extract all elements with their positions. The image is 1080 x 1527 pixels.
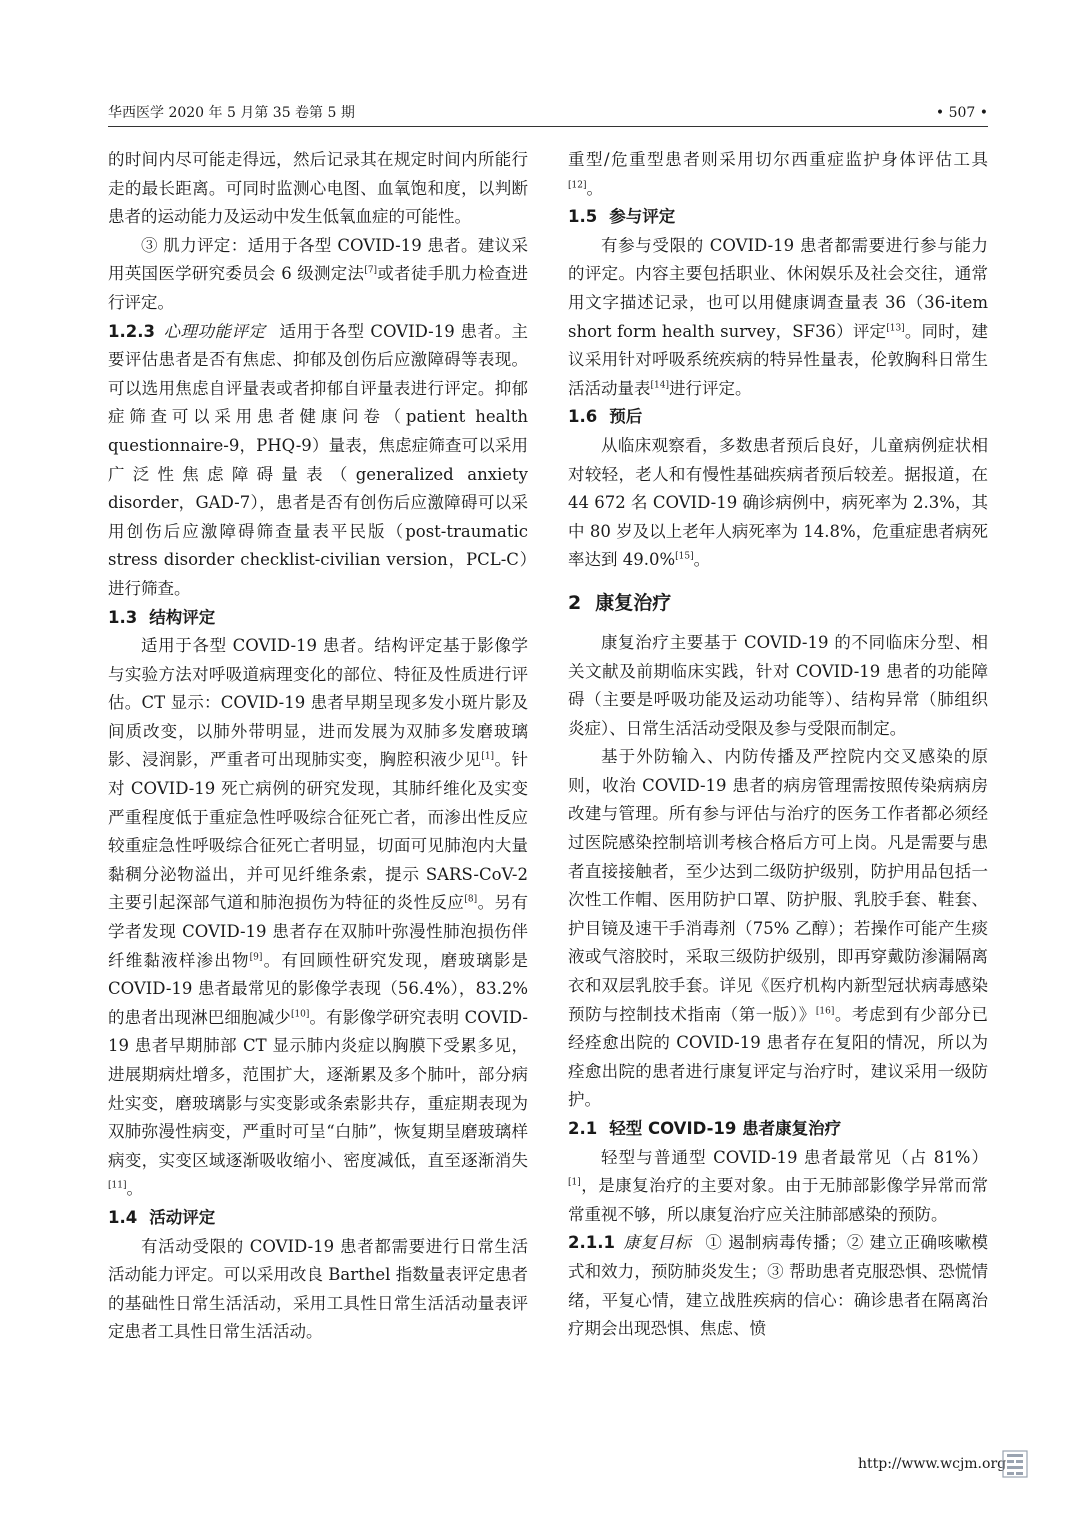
section-title: 心理功能评定 <box>162 321 266 341</box>
citation[interactable]: [12] <box>568 180 587 191</box>
section-2-1-1: 2.1.1 康复目标 ① 遏制病毒传播；② 建立正确咳嗽模式和效力，预防肺炎发生；③ 帮助患者克服恐惧、恐慌情绪，平复心情，建立战胜疾病的信心：确诊患者在隔离治疗期会出现恐惧、焦虑、愤 <box>568 1233 988 1339</box>
section-number: 1.2.3 <box>108 321 155 341</box>
paragraph: 康复治疗主要基于 COVID-19 的不同临床分型、相关文献及前期临床实践，针对 COVID-19 患者的功能障碍（主要是呼吸功能及运动功能等）、结构异常（肺组织炎症）、日常生活活动受限及参与受限而制定。 <box>568 632 988 738</box>
citation[interactable]: [10] <box>290 1009 310 1020</box>
paragraph: ③ 肌力评定：适用于各型 COVID-19 患者。建议采用英国医学研究委员会 6 级测定法[7]或者徒手肌力检查进行评定。 <box>108 235 528 312</box>
paragraph: 适用于各型 COVID-19 患者。结构评定基于影像学与实验方法对呼吸道病理变化的部位、特征及性质进行评估。CT 显示：COVID-19 患者早期呈现多发小斑片影及间质改变，以肺外带明显，进而发展为双肺多发磨玻璃影、浸润影，严重者可出现肺实变，胸腔积液少见[1]。针对 COVID-19 死亡病例的研究发现，其肺纤维化及实变严重程度低于重症急性呼吸综合征死亡者，而渗出性反应较重症急性呼吸综合征死亡者明显，切面可见肺泡内大量黏稠分泌物溢出，并可见纤维条索，提示 SARS-CoV-2 主要引起深部气道和肺泡损伤为特征的炎性反应[8]。另有学者发现 COVID-19 患者存在双肺叶弥漫性肺泡损伤伴纤维黏液样渗出物[9]。有回顾性研究发现，磨玻璃影是 COVID-19 患者最常见的影像学表现（56.4%），83.2% 的患者出现淋巴细胞减少[10]。有影像学研究表明 COVID-19 患者早期肺部 CT 显示肺内炎症以胸膜下受累多见，进展期病灶增多，范围扩大，逐渐累及多个肺叶，部分病灶实变，磨玻璃影与实变影或条索影共存，重症期表现为双肺弥漫性病变，严重时可呈“白肺”，恢复期呈磨玻璃样病变，实变区域逐渐吸收缩小、密度减低，直至逐渐消失[11]。 <box>108 636 529 1199</box>
section-title: 康复目标 <box>622 1233 692 1253</box>
page-number: • 507 • <box>935 105 988 121</box>
section-2-heading: 2 康复治疗 <box>568 591 672 614</box>
paragraph: 有活动受限的 COVID-19 患者都需要进行日常生活活动能力评定。可以采用改良 Barthel 指数量表评定患者的基础性日常生活活动，采用工具性日常生活活动量表评定患者工具性日常生活活动。 <box>108 1236 528 1342</box>
citation[interactable]: [13] <box>886 323 905 334</box>
right-column <box>568 146 988 1344</box>
journal-issue: 华西医学 2020 年 5 月第 35 卷第 5 期 <box>108 105 355 121</box>
section-1-5-heading: 1.5 参与评定 <box>568 207 676 227</box>
section-number: 2.1.1 <box>568 1233 615 1253</box>
paragraph: 从临床观察看，多数患者预后良好，儿童病例症状相对较轻，老人和有慢性基础疾病者预后较差。据报道，在 44 672 名 COVID-19 确诊病例中，病死率为 2.3%，其中 80 岁及以上老年人病死率为 14.8%，危重症患者病死率达到 49.0%[15]。 <box>568 435 988 570</box>
citation[interactable]: [9] <box>249 952 263 963</box>
journal-logo-icon <box>1002 1450 1028 1478</box>
citation[interactable]: [1] <box>481 751 495 762</box>
paragraph: 有参与受限的 COVID-19 患者都需要进行参与能力的评定。内容主要包括职业、休闲娱乐及社会交往，通常用文字描述记录，也可以用健康调查量表 36（36-item short form health survey，SF36）评定[13]。同时，建议采用针对呼吸系统疾病的特异性量表，伦敦胸科日常生活活动量表[14]进行评定。 <box>568 235 988 398</box>
paragraph: 重型/危重型患者则采用切尔西重症监护身体评估工具[12]。 <box>568 150 988 198</box>
section-2-1-heading: 2.1 轻型 COVID-19 患者康复治疗 <box>568 1119 842 1138</box>
section-1-4-heading: 1.4 活动评定 <box>108 1207 216 1227</box>
left-column <box>108 146 528 1347</box>
citation[interactable]: [1] <box>568 1177 581 1188</box>
paragraph: 的时间内尽可能走得远，然后记录其在规定时间内所能行走的最长距离。可同时监测心电图、血氧饱和度，以判断患者的运动能力及运动中发生低氧血症的可能性。 <box>108 150 528 227</box>
running-header <box>108 100 988 127</box>
section-1-3-heading: 1.3 结构评定 <box>108 607 216 627</box>
citation[interactable]: [14] <box>650 380 669 391</box>
citation[interactable]: [11] <box>108 1180 127 1191</box>
journal-url-link[interactable]: http://www.wcjm.org <box>858 1456 1007 1472</box>
section-1-6-heading: 1.6 预后 <box>568 407 643 427</box>
citation[interactable]: [8] <box>464 894 478 905</box>
paragraph: 轻型与普通型 COVID-19 患者最常见（占 81%）[1]，是康复治疗的主要对象。由于无肺部影像学异常而常常重视不够，所以康复治疗应关注肺部感染的预防。 <box>568 1147 988 1224</box>
section-1-2-3: 1.2.3 心理功能评定 适用于各型 COVID-19 患者。主要评估患者是否有焦虑、抑郁及创伤后应激障碍等表现。可以选用焦虑自评量表或者抑郁自评量表进行评定。抑郁症筛查可以采用患者健康问卷（patient health questionnaire-9，PHQ-9）量表，焦虑症筛查可以采用广泛性焦虑障碍量表（generalized anxiety disorder，GAD-7），患者是否有创伤后应激障碍可以采用创伤后应激障碍筛查量表平民版（post-traumatic stress disorder checklist-civilian version，PCL-C）进行筛查。 <box>108 321 528 598</box>
paragraph: 基于外防输入、内防传播及严控院内交叉感染的原则，收治 COVID-19 患者的病房管理需按照传染病病房改建与管理。所有参与评估与治疗的医务工作者都必须经过医院感染控制培训考核合格后方可上岗。凡是需要与患者直接接触者，至少达到二级防护级别，防护用品包括一次性工作帽、医用防护口罩、防护服、乳胶手套、鞋套、护目镜及速干手消毒剂（75% 乙醇）；若操作可能产生痰液或气溶胶时，采取三级防护级别，即再穿戴防渗漏隔离衣和双层乳胶手套。详见《医疗机构内新型冠状病毒感染预防与控制技术指南（第一版）》[16]。考虑到有少部分已经痊愈出院的 COVID-19 患者存在复阳的情况，所以为痊愈出院的患者进行康复评定与治疗时，建议采用一级防护。 <box>568 747 989 1110</box>
citation[interactable]: [16] <box>815 1006 835 1017</box>
citation[interactable]: [7] <box>364 265 378 276</box>
citation[interactable]: [15] <box>675 551 694 562</box>
